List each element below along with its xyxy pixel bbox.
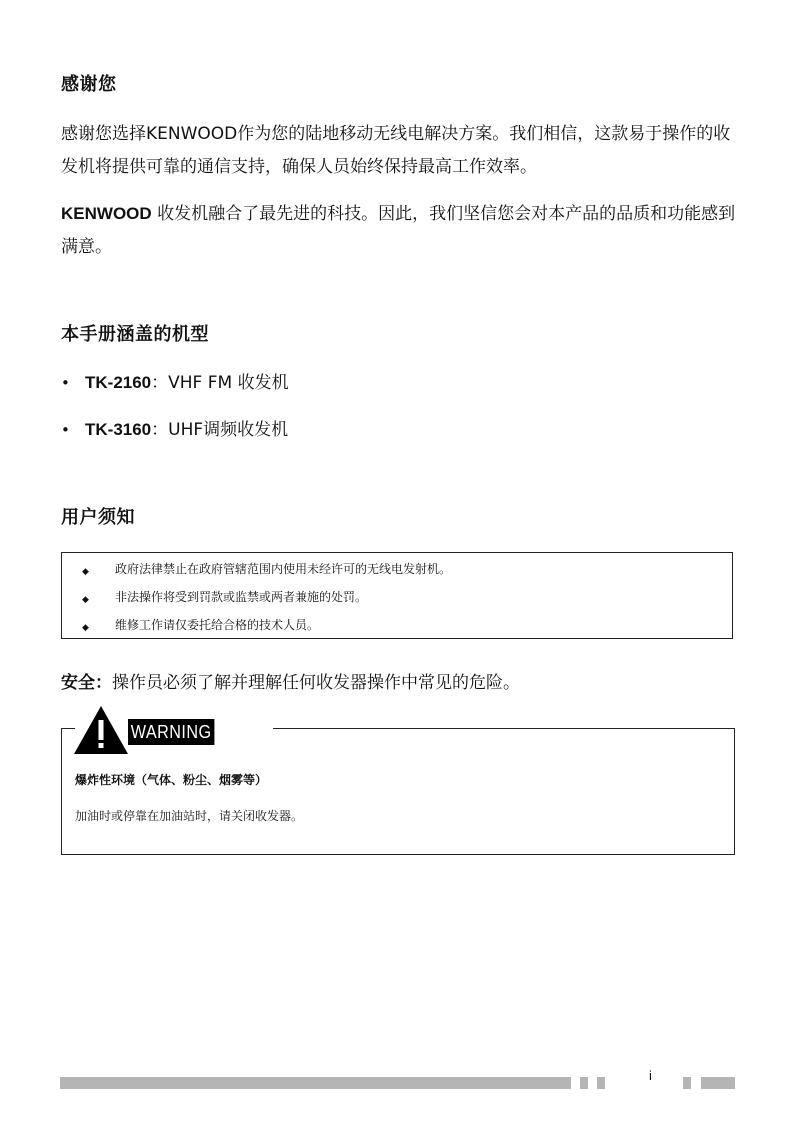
safety-statement [61,668,520,693]
warning-label: WARNING [128,719,214,745]
notice-text: 非法操作将受到罚款或监禁或两者兼施的处罚。 [115,590,368,604]
brand-name: KENWOOD [61,204,152,223]
footer-bar-segment [597,1077,605,1089]
page-number: i [649,1068,652,1083]
notice-item [62,615,732,643]
diamond-bullet-icon: ◆ [82,623,89,633]
warning-box [61,728,735,855]
model-name: TK-3160 [85,420,152,439]
warning-title: 爆炸性环境（气体、粉尘、烟雾等） [75,773,268,787]
model-desc: ：UHF调频收发机 [151,420,289,440]
bullet-icon: • [61,421,70,439]
footer-bar [60,1077,571,1089]
notice-text: 政府法律禁止在政府管辖范围内使用未经许可的无线电发射机。 [115,562,452,576]
models-heading: 本手册涵盖的机型 [61,324,209,345]
footer-bar-segment [683,1077,691,1089]
notice-item [62,559,732,587]
diamond-bullet-icon: ◆ [82,567,89,577]
notice-box [61,552,733,639]
model-item [61,419,288,441]
model-desc: ：VHF FM 收发机 [151,373,289,393]
safety-text: 操作员必须了解并理解任何收发器操作中常见的危险。 [112,673,520,693]
thanks-heading: 感谢您 [61,74,117,95]
warning-triangle-icon [73,705,129,755]
notice-text: 维修工作请仅委托给合格的技术人员。 [115,618,320,632]
model-item [61,372,289,394]
safety-label: 安全： [61,673,112,693]
thanks-paragraph-1: 感谢您选择KENWOOD作为您的陆地移动无线电解决方案。我们相信，这款易于操作的收发机将提供可靠的通信支持，确保人员始终保持最高工作效率。 [61,124,731,177]
footer-bar-segment [701,1077,735,1089]
model-name: TK-2160 [85,373,152,392]
warning-body: 加油时或停靠在加油站时，请关闭收发器。 [75,809,304,823]
notice-heading: 用户须知 [61,507,135,528]
thanks-paragraph-2-text: 收发机融合了最先进的科技。因此，我们坚信您会对本产品的品质和功能感到满意。 [61,204,736,257]
notice-item [62,587,732,615]
diamond-bullet-icon: ◆ [82,595,89,605]
bullet-icon: • [61,374,70,392]
footer-bar-segment [580,1077,588,1089]
thanks-paragraph-2 [61,197,741,264]
